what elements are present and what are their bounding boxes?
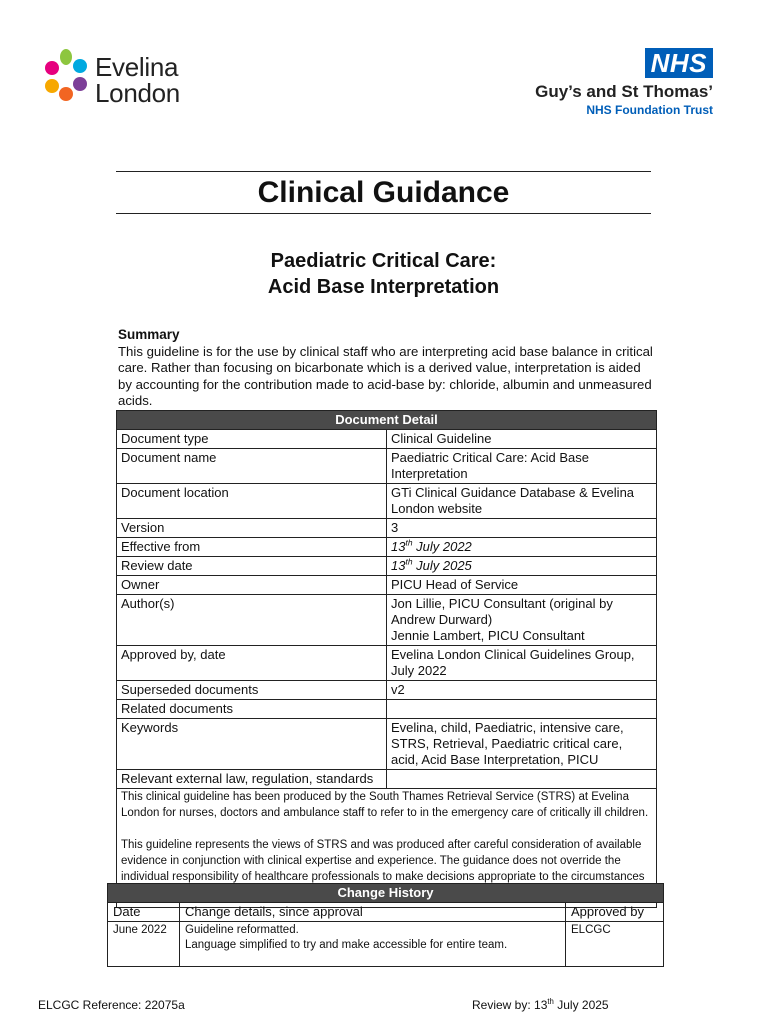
table-row [117, 770, 657, 789]
authors-value: Jon Lillie, PICU Consultant (original by Andrew Durward) Jennie Lambert, PICU Consultant [387, 595, 657, 646]
row-label: Document location [117, 484, 387, 519]
title-rule-top [116, 171, 651, 172]
trust-name: Guy’s and St Thomas’ [535, 82, 713, 101]
column-header-details: Change details, since approval [180, 903, 566, 922]
row-value [387, 770, 657, 789]
row-value: Evelina London Clinical Guidelines Group, July 2022 [387, 646, 657, 681]
table-row [117, 538, 657, 557]
disclaimer-paragraph-2: This guideline represents the views of STRS and was produced after careful consideration of available evidence in conjunction with clinical expertise and experience. The guidance does not override the individual responsibility of healthcare professionals to make decisions appropriate to the circumstances [121, 839, 645, 883]
summary-heading: Summary [118, 327, 180, 342]
summary-section [118, 327, 654, 410]
table-row [117, 430, 657, 449]
row-value: v2 [387, 681, 657, 700]
document-detail-header-row [117, 411, 657, 430]
effective-from-value: 13th July 2022 [387, 538, 657, 557]
row-label: Approved by, date [117, 646, 387, 681]
column-header-row [108, 903, 664, 922]
row-value: Clinical Guideline [387, 430, 657, 449]
row-label: Related documents [117, 700, 387, 719]
table-row [117, 449, 657, 484]
nhs-logo: NHS [645, 48, 713, 78]
evelina-petals-icon [40, 48, 92, 106]
footer-review-by: Review by: 13th July 2025 [472, 997, 609, 1012]
row-label: Keywords [117, 719, 387, 770]
table-row [117, 519, 657, 538]
table-row [117, 595, 657, 646]
page-title: Clinical Guidance [257, 176, 510, 209]
row-label: Relevant external law, regulation, standards [117, 770, 387, 789]
row-label: Owner [117, 576, 387, 595]
table-row [117, 484, 657, 519]
row-value [387, 700, 657, 719]
row-value: 3 [387, 519, 657, 538]
history-date: June 2022 [108, 922, 180, 967]
row-label: Effective from [117, 538, 387, 557]
row-value: Evelina, child, Paediatric, intensive care, STRS, Retrieval, Paediatric critical care, acid, Acid Base Interpretation, PICU [387, 719, 657, 770]
column-header-approved-by: Approved by [566, 903, 664, 922]
trust-subtitle: NHS Foundation Trust [586, 103, 713, 117]
title-rule-bottom [116, 213, 651, 214]
disclaimer-paragraph-1: This clinical guideline has been produced by the South Thames Retrieval Service (STRS) at Evelina London for nurses, doctors and ambulance staff to refer to in the emergency care of critically ill children. [121, 791, 649, 819]
row-label: Superseded documents [117, 681, 387, 700]
document-subtitle [116, 248, 651, 300]
evelina-logo-text: Evelina London [95, 52, 180, 108]
history-details: Guideline reformatted. Language simplified to try and make accessible for entire team. [180, 922, 566, 967]
row-label: Document name [117, 449, 387, 484]
row-value: GTi Clinical Guidance Database & Evelina London website [387, 484, 657, 519]
history-approved-by: ELCGC [566, 922, 664, 967]
evelina-london-logo [40, 46, 190, 106]
review-date-value: 13th July 2025 [387, 557, 657, 576]
document-detail-table [116, 410, 657, 908]
row-label: Document type [117, 430, 387, 449]
change-history-table [107, 883, 664, 967]
gstt-logo [453, 48, 713, 118]
table-row [117, 700, 657, 719]
table-row [117, 646, 657, 681]
table-row [117, 576, 657, 595]
change-history-heading: Change History [108, 884, 664, 903]
summary-text: This guideline is for the use by clinical staff who are interpreting acid base balance in critical care. Rather than focusing on bicarbonate which is a derived value, interpretation is aided by accounting for the contribution made to acid-base by: chloride, albumin and unmeasured acids. [118, 343, 653, 408]
document-detail-heading: Document Detail [117, 411, 657, 430]
table-row [117, 681, 657, 700]
column-header-date: Date [108, 903, 180, 922]
subtitle-line-1: Paediatric Critical Care: [270, 250, 497, 272]
footer-reference: ELCGC Reference: 22075a [38, 998, 185, 1012]
subtitle-line-2: Acid Base Interpretation [267, 276, 500, 298]
change-history-header-row [108, 884, 664, 903]
row-label: Author(s) [117, 595, 387, 646]
row-label: Review date [117, 557, 387, 576]
table-row [108, 922, 664, 967]
row-value: Paediatric Critical Care: Acid Base Interpretation [387, 449, 657, 484]
row-label: Version [117, 519, 387, 538]
table-row [117, 557, 657, 576]
row-value: PICU Head of Service [387, 576, 657, 595]
table-row [117, 719, 657, 770]
